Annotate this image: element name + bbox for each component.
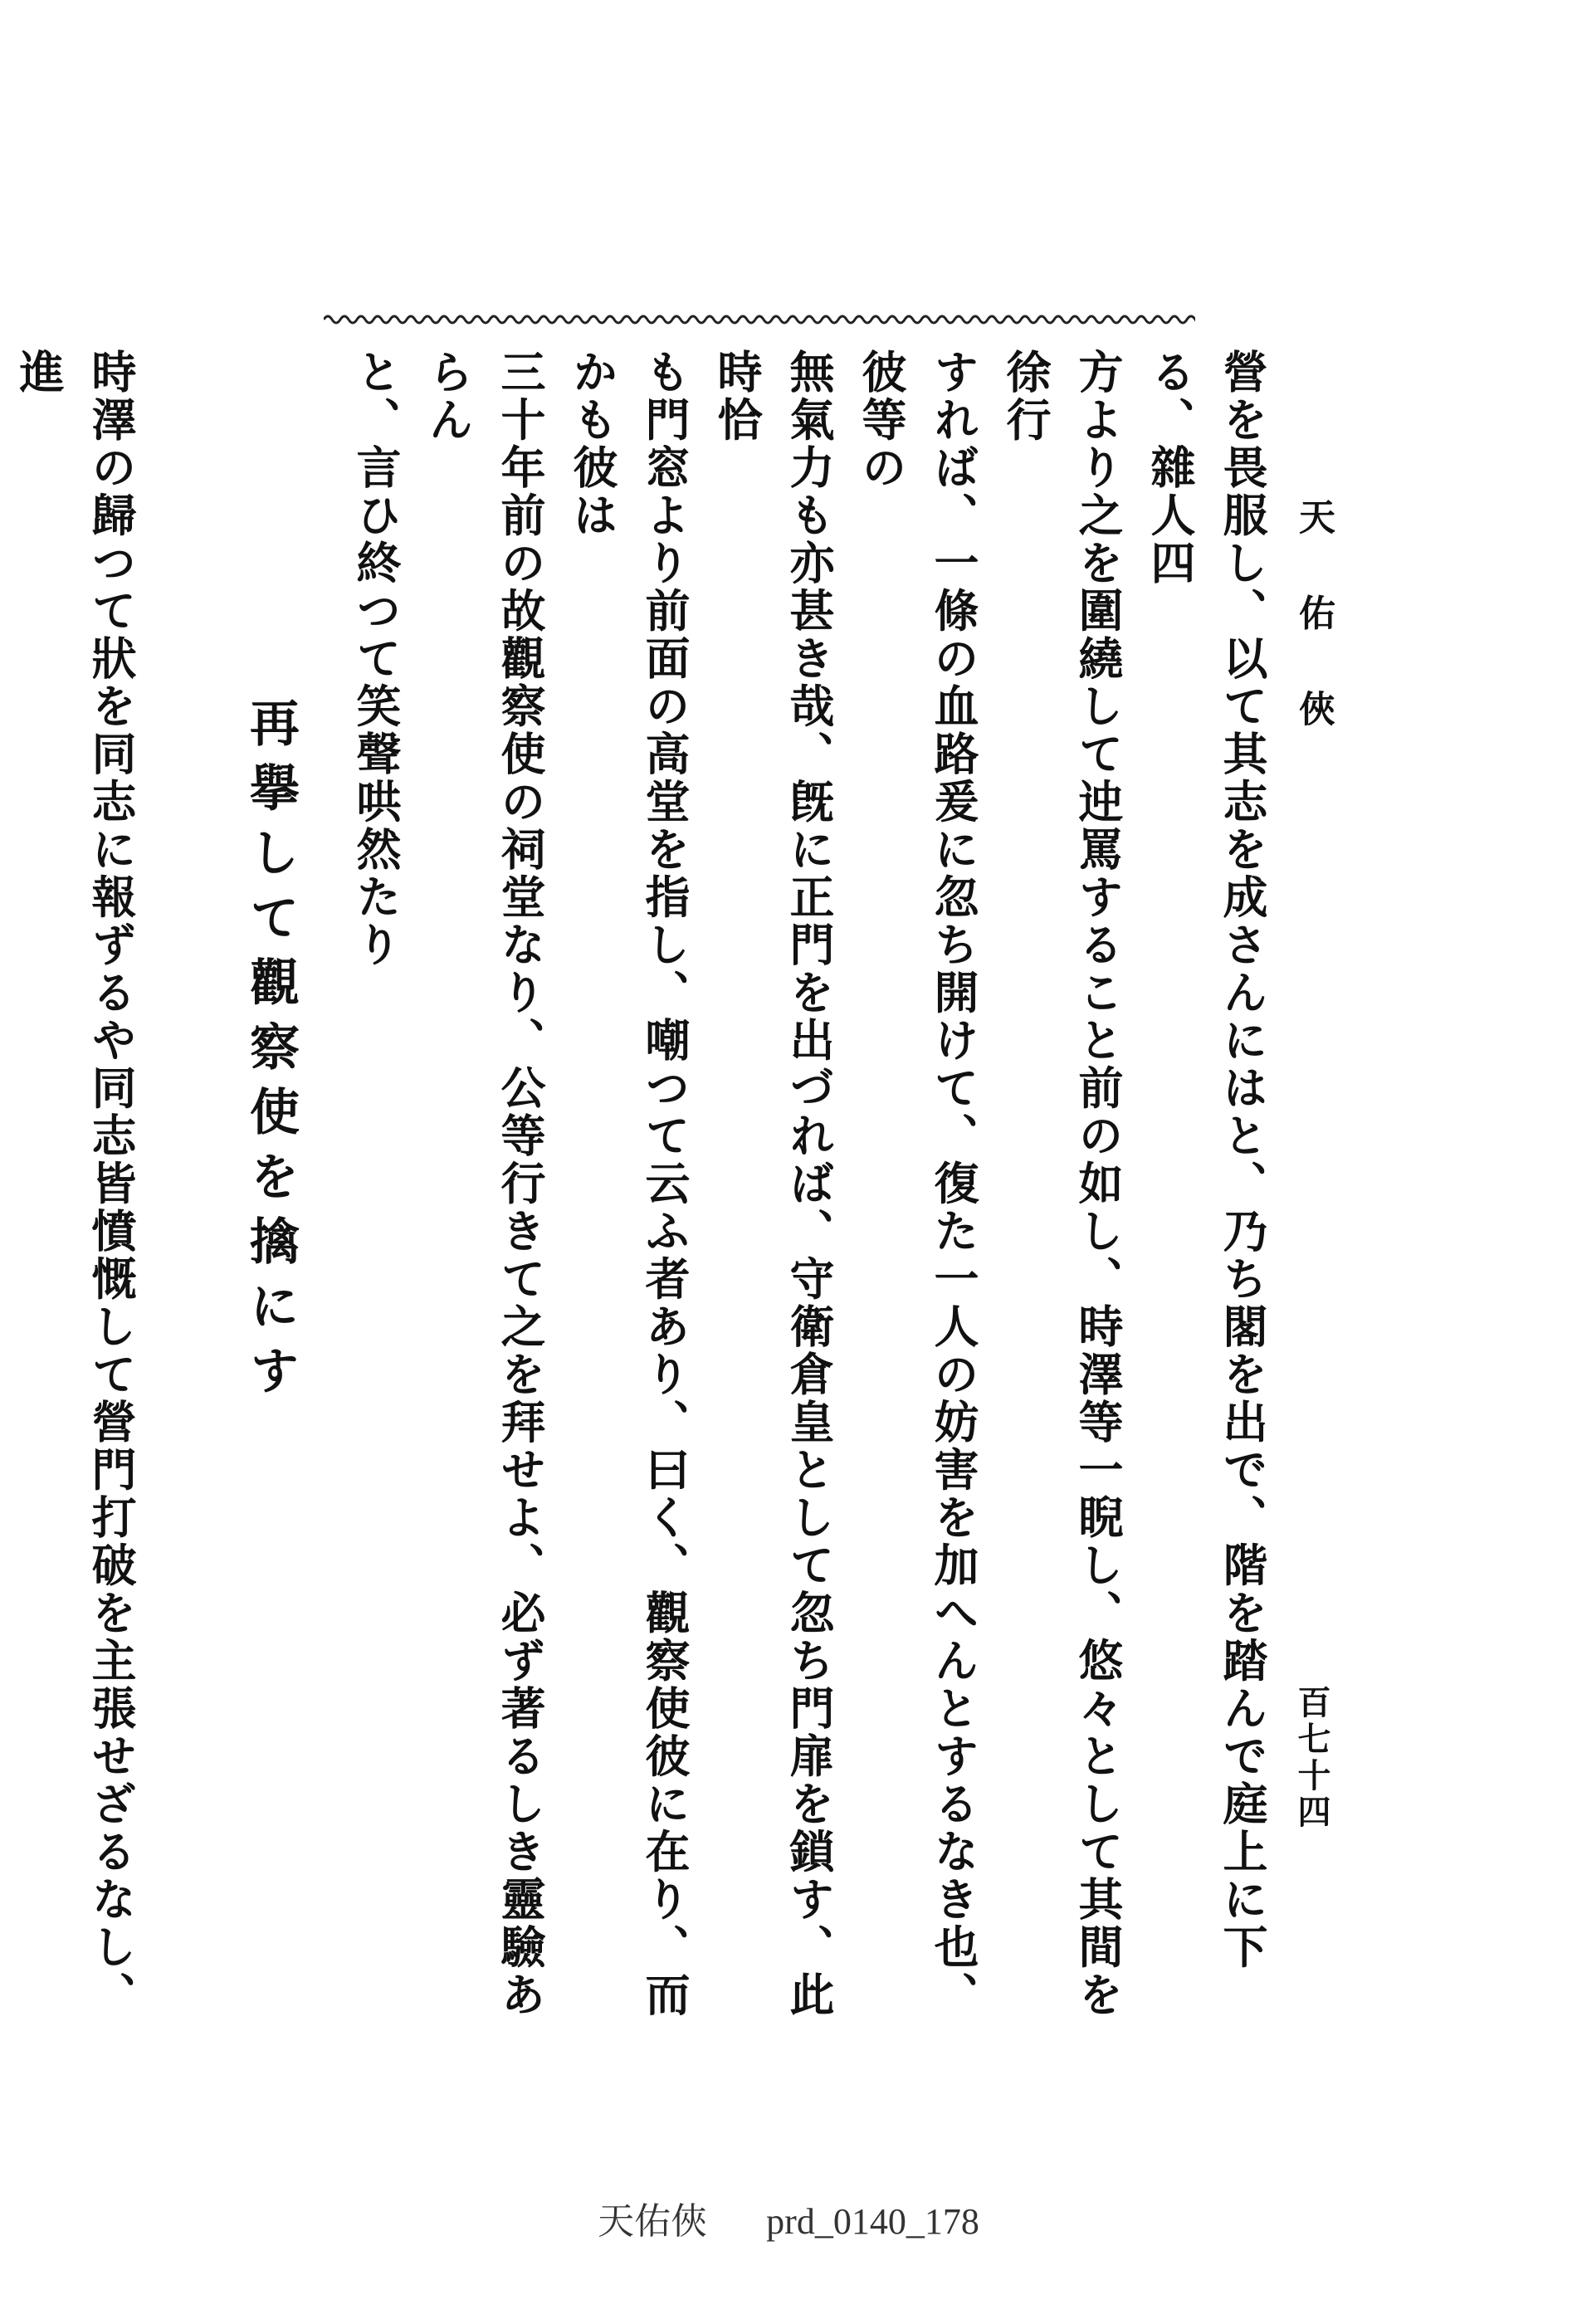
running-head: 天 佑 俠 [1292, 498, 1335, 749]
section-heading [234, 349, 306, 2050]
decorative-wavy-rule [324, 307, 1195, 332]
text-column: 營を畏服し、以て其志を成さんにはと、乃ち閣を出で、階を踏んで庭上に下る、雜人四 [1144, 349, 1269, 1971]
page-number: 百七十四 [1292, 1685, 1331, 1831]
text-column: 無氣力も亦甚き哉、旣に正門を出づれば、守衛倉皇として忽ち門扉を鎖す、此時恰 [710, 349, 836, 2019]
text-column: 時澤の歸つて狀を同志に報ずるや同志皆憤慨して營門打破を主張せざるなし、進 [12, 349, 138, 2019]
text-column: も門窓より前面の高堂を指し、嘲つて云ふ者あり、曰く、觀察使彼に在り、而かも彼は [566, 349, 691, 2019]
text-column: 三十年前の故觀察使の祠堂なり、公等行きて之を拜せよ、必ず著るしき靈驗あらん [422, 349, 547, 2019]
footer [0, 2191, 1577, 2244]
footer-code: prd_0140_178 [766, 2201, 979, 2242]
text-column [0, 349, 2, 2050]
body-text [12, 349, 1278, 2050]
section-heading-text: 再擧して觀察使を擒にす [242, 697, 300, 1409]
footer-title: 天佑俠 [598, 2201, 708, 2242]
text-column: 方より之を圍繞して迚罵すること前の如し、時澤等一睨し、悠々として其間を徐行 [999, 349, 1125, 2019]
text-column: すれば、一條の血路爰に忽ち開けて、復た一人の妨害を加へんとするなき也、彼等の [855, 349, 980, 2019]
text-column: と、言ひ終つて笑聲哄然たり [349, 349, 403, 969]
